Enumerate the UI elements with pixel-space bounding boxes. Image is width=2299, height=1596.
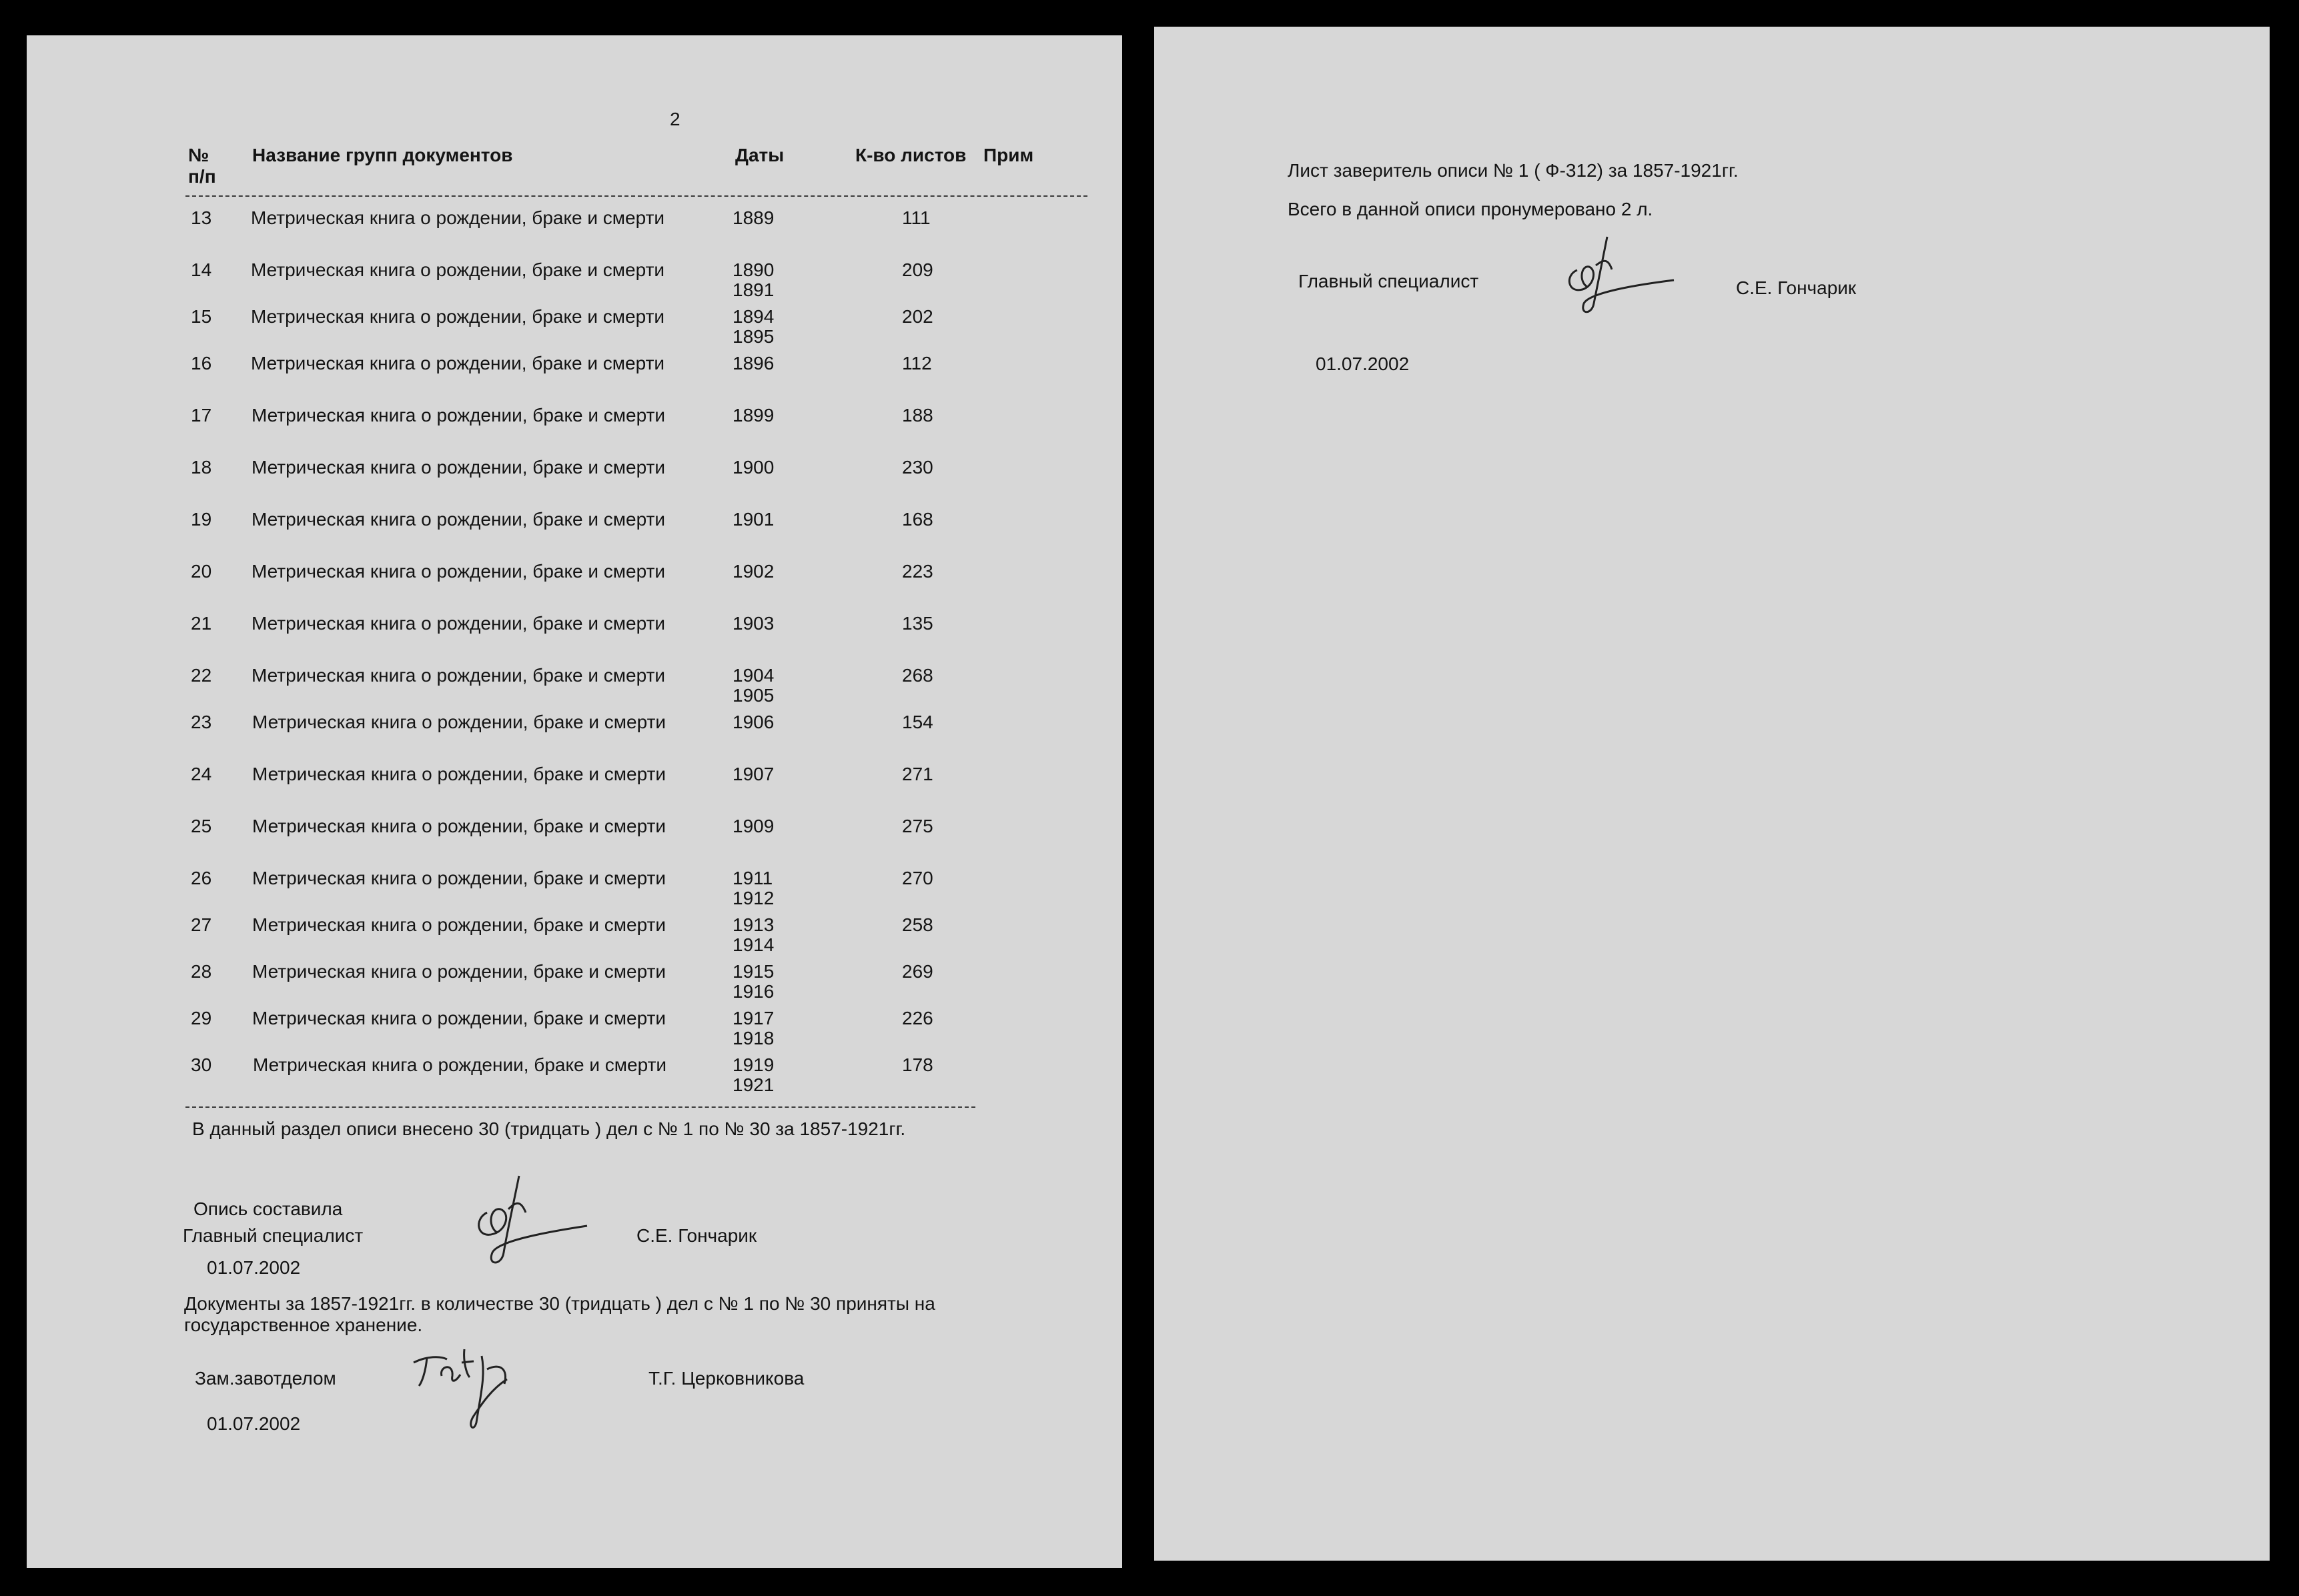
row-date-start: 1900: [733, 457, 775, 478]
certification-title: Лист заверитель описи № 1 ( Ф-312) за 1857-1921гг.: [1288, 160, 1739, 181]
row-date-end: 1895: [733, 326, 775, 347]
row-sheets: 188: [902, 405, 933, 426]
row-sheets: 154: [902, 712, 933, 732]
row-date-start: 1906: [733, 712, 775, 732]
compiled-position: Главный специалист: [183, 1225, 364, 1246]
row-date-end: 1914: [733, 934, 775, 955]
summary-text: В данный раздел описи внесено 30 (тридцать ) дел с № 1 по № 30 за 1857-1921гг.: [192, 1118, 906, 1139]
row-number: 26: [191, 868, 212, 888]
row-number: 23: [191, 712, 212, 732]
row-sheets: 202: [902, 306, 933, 327]
accepted-date: 01.07.2002: [207, 1413, 301, 1434]
row-number: 29: [191, 1008, 212, 1028]
row-sheets: 230: [902, 457, 933, 478]
row-number: 18: [191, 457, 212, 478]
row-number: 22: [191, 665, 212, 686]
accepted-name: Т.Г. Церковникова: [648, 1368, 805, 1389]
row-number: 27: [191, 914, 212, 935]
row-number: 25: [191, 816, 212, 836]
row-number: 13: [191, 207, 212, 228]
row-sheets: 135: [902, 613, 933, 634]
row-title: Метрическая книга о рождении, браке и смерти: [252, 712, 666, 732]
signature-goncharik-right: [1557, 233, 1691, 320]
row-date-start: 1899: [733, 405, 775, 426]
row-date-end: 1916: [733, 981, 775, 1002]
row-date-start: 1902: [733, 561, 775, 582]
row-date-end: 1921: [733, 1074, 775, 1095]
row-sheets: 209: [902, 259, 933, 280]
row-date-start: 1901: [733, 509, 775, 530]
row-title: Метрическая книга о рождении, браке и смерти: [252, 1008, 666, 1028]
row-sheets: 270: [902, 868, 933, 888]
row-date-end: 1891: [733, 279, 775, 300]
header-no: №: [188, 145, 209, 165]
header-no-pp: п/п: [188, 166, 216, 187]
certification-name: С.Е. Гончарик: [1736, 277, 1857, 298]
row-title: Метрическая книга о рождении, браке и смерти: [253, 1054, 667, 1075]
table-bottom-divider: [185, 1106, 975, 1108]
row-title: Метрическая книга о рождении, браке и смерти: [251, 259, 665, 280]
header-title: Название групп документов: [252, 145, 513, 165]
certification-page-right: [1154, 27, 2270, 1561]
row-date-start: 1904: [733, 665, 775, 686]
certification-date: 01.07.2002: [1316, 353, 1410, 374]
accepted-text-line1: Документы за 1857-1921гг. в количестве 30 (тридцать ) дел с № 1 по № 30 приняты на: [184, 1293, 935, 1314]
row-title: Метрическая книга о рождении, браке и смерти: [252, 868, 666, 888]
row-title: Метрическая книга о рождении, браке и смерти: [252, 561, 666, 582]
row-date-start: 1911: [733, 868, 773, 888]
row-number: 28: [191, 961, 212, 982]
compiled-date: 01.07.2002: [207, 1257, 301, 1278]
row-number: 20: [191, 561, 212, 582]
row-title: Метрическая книга о рождении, браке и смерти: [252, 509, 666, 530]
row-sheets: 269: [902, 961, 933, 982]
row-title: Метрическая книга о рождении, браке и смерти: [252, 816, 666, 836]
row-sheets: 268: [902, 665, 933, 686]
row-date-start: 1896: [733, 353, 775, 373]
header-sheets: К-во листов: [855, 145, 967, 165]
row-date-end: 1912: [733, 888, 775, 908]
row-sheets: 258: [902, 914, 933, 935]
row-title: Метрическая книга о рождении, браке и смерти: [251, 306, 665, 327]
row-date-start: 1903: [733, 613, 775, 634]
row-date-start: 1907: [733, 764, 775, 784]
row-title: Метрическая книга о рождении, браке и смерти: [252, 613, 666, 634]
row-date-end: 1918: [733, 1028, 775, 1048]
row-title: Метрическая книга о рождении, браке и смерти: [252, 665, 666, 686]
row-title: Метрическая книга о рождении, браке и смерти: [252, 405, 666, 426]
signature-tserkovnikova: [407, 1343, 540, 1436]
row-number: 15: [191, 306, 212, 327]
certification-total: Всего в данной описи пронумеровано 2 л.: [1288, 199, 1653, 219]
row-title: Метрическая книга о рождении, браке и смерти: [251, 207, 665, 228]
row-sheets: 111: [902, 207, 931, 228]
row-number: 30: [191, 1054, 212, 1075]
signature-goncharik: [460, 1172, 594, 1273]
row-title: Метрическая книга о рождении, браке и смерти: [252, 914, 666, 935]
row-sheets: 168: [902, 509, 933, 530]
row-sheets: 226: [902, 1008, 933, 1028]
row-date-start: 1919: [733, 1054, 775, 1075]
row-number: 24: [191, 764, 212, 784]
accepted-position: Зам.завотделом: [195, 1368, 336, 1389]
row-date-start: 1894: [733, 306, 775, 327]
accepted-text-line2: государственное хранение.: [184, 1315, 423, 1335]
page-number: 2: [670, 109, 680, 129]
row-number: 21: [191, 613, 212, 634]
header-divider: [185, 195, 1087, 197]
header-dates: Даты: [735, 145, 785, 165]
row-sheets: 112: [902, 353, 932, 373]
row-number: 17: [191, 405, 212, 426]
row-date-start: 1915: [733, 961, 775, 982]
row-sheets: 275: [902, 816, 933, 836]
certification-position: Главный специалист: [1298, 271, 1479, 291]
row-number: 19: [191, 509, 212, 530]
compiled-by-label: Опись составила: [193, 1199, 343, 1219]
row-title: Метрическая книга о рождении, браке и смерти: [252, 457, 666, 478]
inventory-page-left: [27, 35, 1122, 1568]
compiled-name: С.Е. Гончарик: [636, 1225, 757, 1246]
row-date-end: 1905: [733, 685, 775, 706]
row-date-start: 1917: [733, 1008, 775, 1028]
row-title: Метрическая книга о рождении, браке и смерти: [252, 961, 666, 982]
row-sheets: 271: [902, 764, 933, 784]
row-number: 14: [191, 259, 212, 280]
row-date-start: 1913: [733, 914, 775, 935]
row-sheets: 178: [902, 1054, 933, 1075]
header-note: Прим: [983, 145, 1034, 165]
row-date-start: 1909: [733, 816, 775, 836]
row-date-start: 1890: [733, 259, 775, 280]
row-number: 16: [191, 353, 212, 373]
row-title: Метрическая книга о рождении, браке и смерти: [252, 764, 666, 784]
row-title: Метрическая книга о рождении, браке и смерти: [251, 353, 665, 373]
row-date-start: 1889: [733, 207, 775, 228]
row-sheets: 223: [902, 561, 933, 582]
